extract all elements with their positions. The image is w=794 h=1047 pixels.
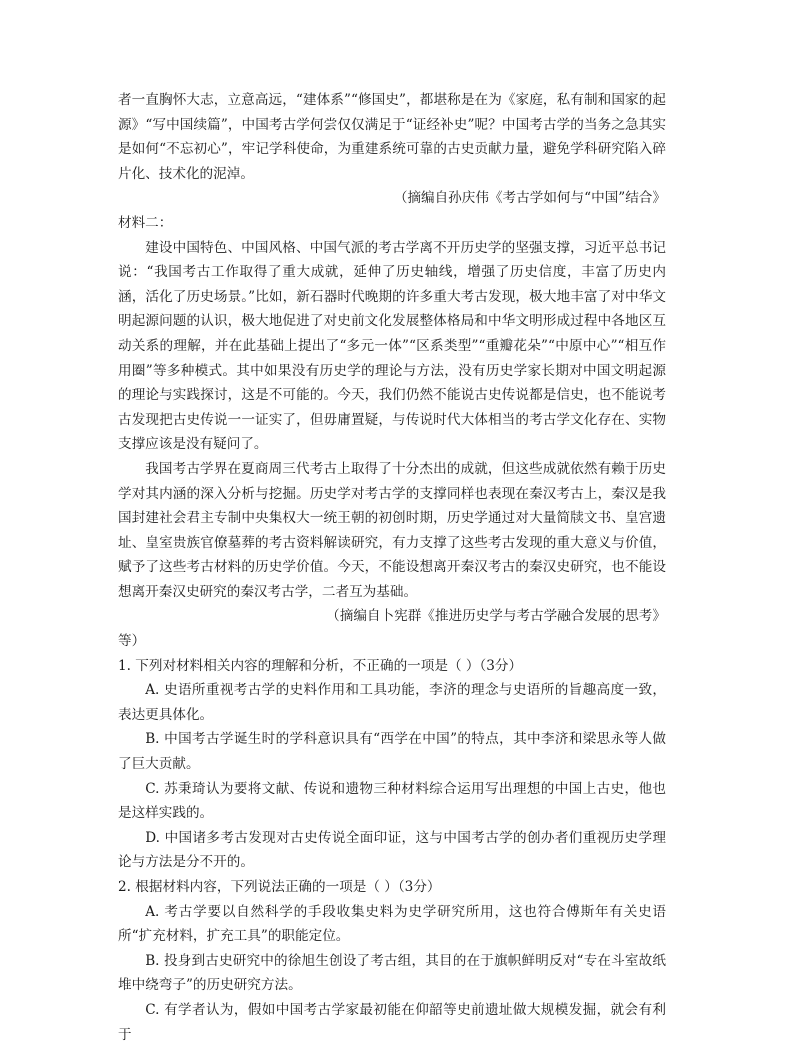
question-2-option-b: B. 投身到古史研究中的徐旭生创设了考古组，其目的在于旗帜鲜明反对“专在斗室故纸堆中绕弯子”的历史研究方法。	[118, 952, 666, 994]
question-1-option-d: D. 中国诸多考古发现对古史传说全面印证，这与中国考古学的创办者们重视历史学理论与方法是分不开的。	[118, 829, 666, 871]
source-citation-2: （摘编自卜宪群《推进历史学与考古学融合发展的思考》	[326, 608, 666, 625]
material1-tail-paragraph: 者一直胸怀大志，立意高远，“建体系”“修国史”，都堪称是在为《家庭，私有制和国家的起源》“写中国续篇”，中国考古学何尝仅仅满足于“证经补史”呢？中国考古学的当务之急其实是如何“不忘初心”，牢记学科使命，为重建系统可靠的古史贡献力量，避免学科研究陷入碎片化、技术化的泥淖。	[118, 92, 666, 182]
material2-paragraph-1: 建设中国特色、中国风格、中国气派的考古学离不开历史学的坚强支撑，习近平总书记说：“我国考古工作取得了重大成就，延伸了历史轴线，增强了历史信度，丰富了历史内涵，活化了历史场景。”比如，新石器时代晚期的许多重大考古发现，极大地丰富了对中华文明起源问题的认识，极大地促进了对史前文化发展整体格局和中华文明形成过程中各地区互动关系的理解，并在此基础上提出了“多元一体”“区系类型”“重瓣花朵”“中原中心”“相互作用圈”等多种模式。其中如果没有历史学的理论与方法，没有历史学家长期对中国文明起源的理论与实践探讨，这是不可能的。今天，我们仍然不能说古史传说都是信史，也不能说考古发现把古史传说一一证实了，但毋庸置疑，与传说时代大体相当的考古学文化存在、实物支撑应该是没有疑问了。	[118, 239, 666, 453]
material2-paragraph-2: 我国考古学界在夏商周三代考古上取得了十分杰出的成就，但这些成就依然有赖于历史学对其内涵的深入分析与挖掘。历史学对考古学的支撑同样也表现在秦汉考古上，秦汉是我国封建社会君主专制中央集权大一统王朝的初创时期，历史学通过对大量简牍文书、皇宫遗址、皇室贵族官僚墓葬的考古资料解读研究，有力支撑了这些考古发现的重大意义与价值，赋予了这些考古材料的历史学价值。今天，不能设想离开秦汉考古的秦汉史研究，也不能设想离开秦汉史研究的秦汉考古学，二者互为基础。	[118, 460, 666, 600]
material2-heading: 材料二：	[118, 214, 173, 231]
question-1-option-c: C. 苏秉琦认为要将文献、传说和遗物三种材料综合运用写出理想的中国上古史，他也是这样实践的。	[118, 780, 666, 822]
question-2-stem: 2. 根据材料内容，下列说法正确的一项是（ ）（3分）	[118, 879, 441, 895]
question-2-option-a: A. 考古学要以自然科学的手段收集史料为史学研究所用，这也符合傅斯年有关史语所“扩充材料，扩充工具”的职能定位。	[118, 903, 666, 945]
question-1-stem: 1. 下列对材料相关内容的理解和分析，不正确的一项是（ ）（3分）	[118, 657, 523, 674]
question-1-option-b: B. 中国考古学诞生时的学科意识具有“西学在中国”的特点，其中李济和梁思永等人做了巨大贡献。	[118, 731, 666, 773]
question-1-option-a: A. 史语所重视考古学的史料作用和工具功能，李济的理念与史语所的旨趣高度一致，表达更具体化。	[118, 682, 666, 723]
source-citation-1: （摘编自孙庆伟《考古学如何与“中国”结合》	[393, 190, 666, 207]
source-citation-2-tail: 等）	[118, 633, 146, 650]
question-2-option-c: C. 有学者认为，假如中国考古学家最初能在仰韶等史前遗址做大规模发掘，就会有利于	[118, 1001, 666, 1043]
